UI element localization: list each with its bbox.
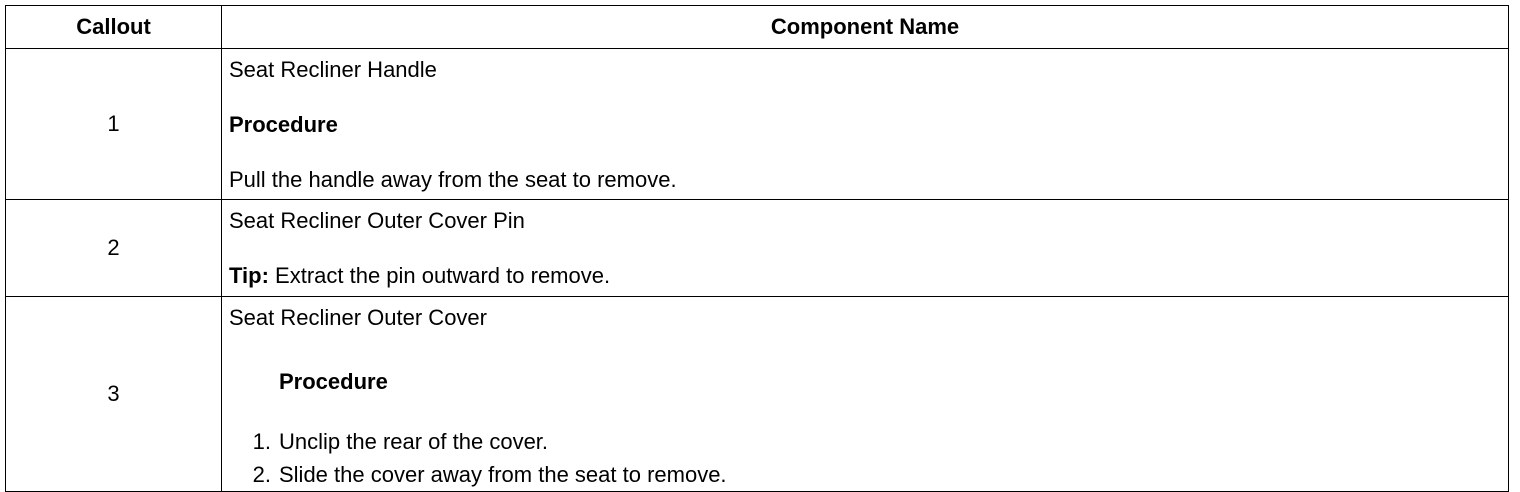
tip-label: Tip:	[229, 263, 269, 288]
procedure-instruction: Pull the handle away from the seat to remove.	[229, 167, 677, 192]
component-name: Seat Recliner Handle	[229, 57, 437, 82]
component-cell	[222, 297, 1509, 492]
procedure-heading: Procedure	[229, 112, 338, 137]
table-row	[6, 49, 1509, 200]
procedure-heading: Procedure	[279, 369, 388, 394]
step-number: 2.	[252, 462, 271, 487]
procedure-steps	[229, 425, 1508, 491]
procedure-step	[229, 425, 1508, 458]
table-header-row	[6, 6, 1509, 49]
procedure-step	[229, 458, 1508, 491]
step-number: 1.	[252, 429, 271, 454]
callout-number: 1	[6, 49, 222, 200]
component-table	[5, 5, 1509, 492]
tip-text: Extract the pin outward to remove.	[268, 263, 611, 288]
table-row	[6, 297, 1509, 492]
step-text: Unclip the rear of the cover.	[279, 429, 549, 454]
component-name-header: Component Name	[222, 6, 1509, 49]
callout-number: 2	[6, 200, 222, 297]
component-name: Seat Recliner Outer Cover	[229, 305, 487, 330]
component-cell	[222, 49, 1509, 200]
component-cell	[222, 200, 1509, 297]
callout-header: Callout	[6, 6, 222, 49]
table-row	[6, 200, 1509, 297]
component-name: Seat Recliner Outer Cover Pin	[229, 208, 525, 233]
callout-number: 3	[6, 297, 222, 492]
step-text: Slide the cover away from the seat to remove.	[279, 462, 727, 487]
tip-line	[229, 263, 1508, 289]
